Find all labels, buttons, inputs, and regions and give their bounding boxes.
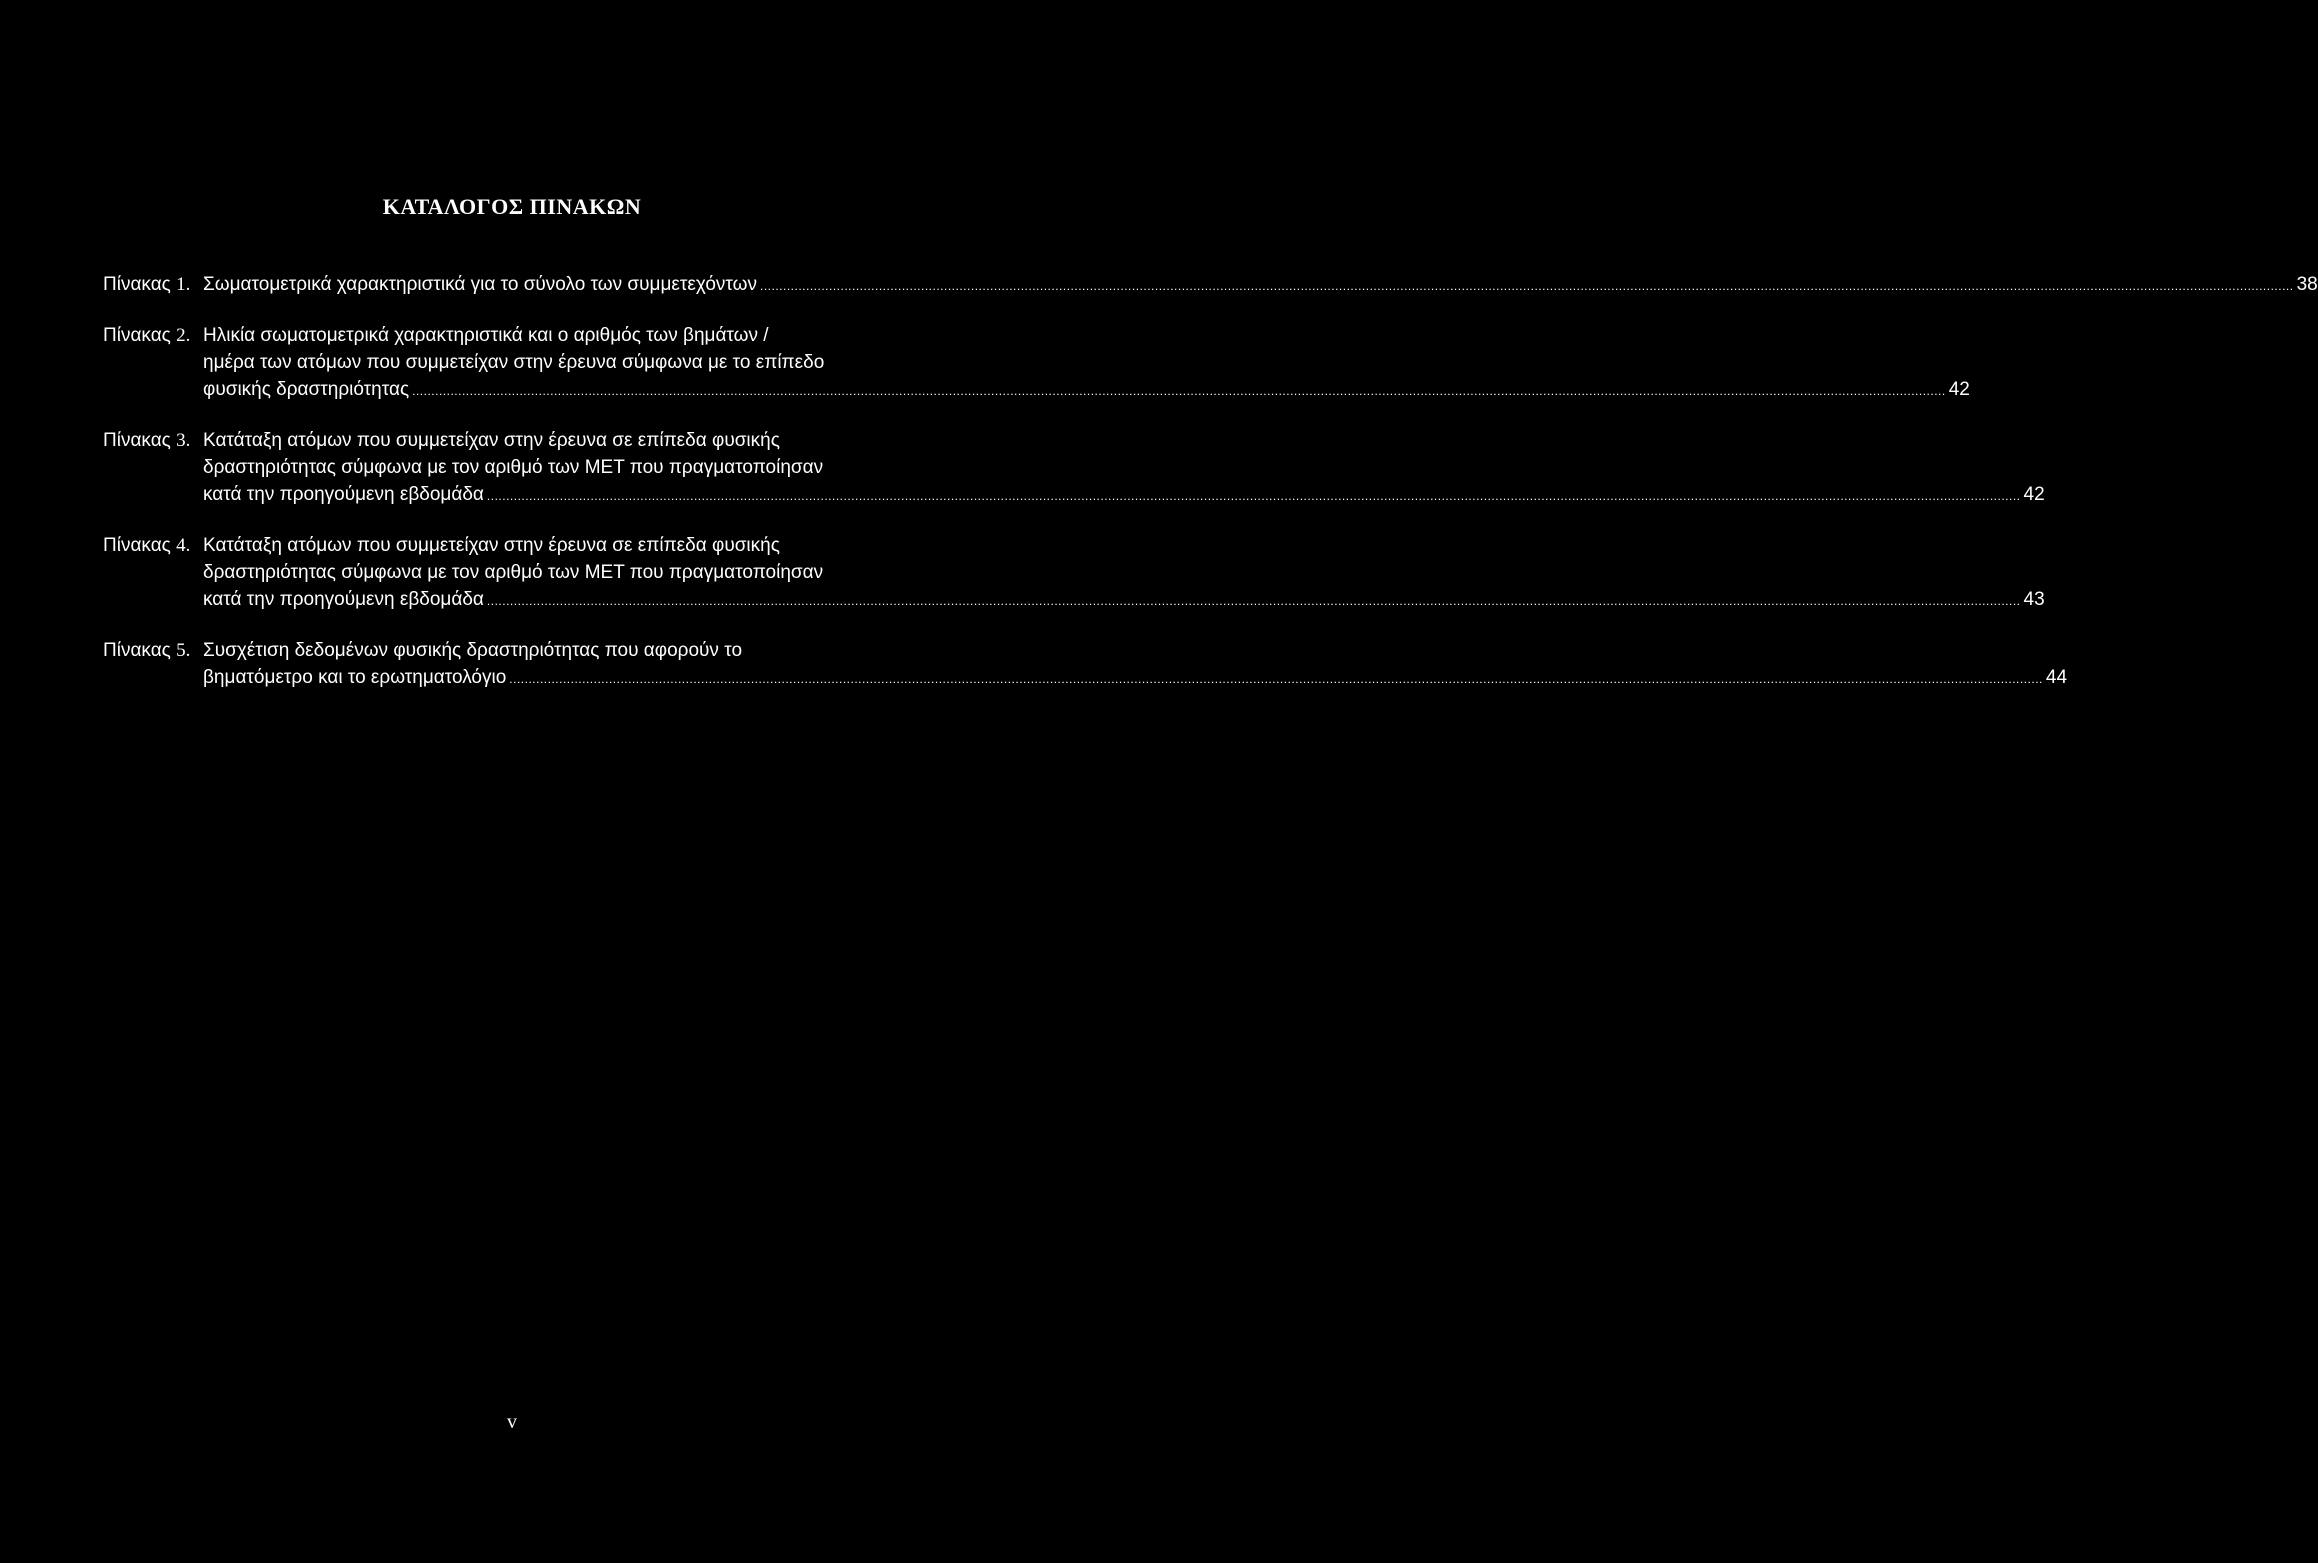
toc-entry-last-line: [203, 481, 2045, 510]
toc-entry-text: [203, 637, 2067, 693]
toc-entry-label-word: Πίνακας: [103, 640, 177, 661]
toc-entry-number: 1.: [176, 274, 191, 295]
toc-entry-label: [103, 271, 203, 298]
toc-entry-label: [103, 532, 203, 559]
toc-entry-line: δραστηριότητας σύμφωνα με τον αριθμό των MET που πραγματοποίησαν: [203, 562, 824, 583]
toc-entry-line: Κατάταξη ατόμων που συμμετείχαν στην έρευνα σε επίπεδα φυσικής: [203, 430, 780, 451]
toc-entry-line: Ηλικία σωματομετρικά χαρακτηριστικά και ο αριθμός των βημάτων /: [203, 325, 769, 346]
toc-entry-line: κατά την προηγούμενη εβδομάδα: [203, 589, 484, 610]
toc-entry-label: [103, 322, 203, 349]
page-number: v: [507, 1411, 517, 1433]
table-of-contents: [103, 271, 2318, 715]
toc-entry-number: 2.: [176, 325, 191, 346]
toc-entry: [103, 532, 2045, 615]
toc-entry-text: [203, 322, 1970, 405]
toc-entry-label-word: Πίνακας: [103, 535, 177, 556]
toc-entry-last-line: [203, 586, 2045, 615]
toc-entry: [103, 271, 2318, 300]
toc-entry-page-number: 42: [2023, 484, 2045, 505]
toc-entry-line: κατά την προηγούμενη εβδομάδα: [203, 484, 484, 505]
dot-leader: ................................................................................................................................................................................................................................................................................................................................................................................................................: [412, 384, 1946, 398]
toc-entry-line: δραστηριότητας σύμφωνα με τον αριθμό των MET που πραγματοποίησαν: [203, 457, 824, 478]
toc-entry-line: Κατάταξη ατόμων που συμμετείχαν στην έρευνα σε επίπεδα φυσικής: [203, 535, 780, 556]
toc-entry-label-word: Πίνακας: [103, 430, 177, 451]
dot-leader: ................................................................................................................................................................................................................................................................................................................................................................................................................: [486, 489, 2021, 503]
dot-leader: ................................................................................................................................................................................................................................................................................................................................................................................................................: [486, 594, 2021, 608]
toc-entry-line: φυσικής δραστηριότητας: [203, 379, 410, 400]
toc-entry-number: 4.: [176, 535, 191, 556]
toc-entry-last-line: [203, 271, 2318, 300]
toc-entry-last-line: [203, 376, 1970, 405]
dot-leader: ................................................................................................................................................................................................................................................................................................................................................................................................................: [509, 672, 2043, 686]
toc-entry-page-number: 42: [1948, 379, 1970, 400]
toc-entry-page-number: 43: [2023, 589, 2045, 610]
toc-entry-line: Συσχέτιση δεδομένων φυσικής δραστηριότητας που αφορούν το: [203, 640, 743, 661]
toc-entry-page-number: 38: [2296, 274, 2318, 295]
toc-entry-line: βηματόμετρο και το ερωτηματολόγιο: [203, 667, 507, 688]
toc-entry-label: [103, 427, 203, 454]
toc-entry: [103, 637, 2068, 693]
dot-leader: ................................................................................................................................................................................................................................................................................................................................................................................................................: [759, 279, 2294, 293]
toc-entry-last-line: [203, 664, 2067, 693]
toc-entry: [103, 427, 2045, 510]
toc-entry-number: 5.: [176, 640, 191, 661]
toc-entry-number: 3.: [176, 430, 191, 451]
toc-entry-page-number: 44: [2045, 667, 2068, 688]
toc-entry-label-word: Πίνακας: [103, 325, 177, 346]
toc-entry-label: [103, 637, 203, 664]
toc-entry-text: [203, 271, 2318, 300]
toc-entry-label-word: Πίνακας: [103, 274, 177, 295]
toc-entry-line: Σωματομετρικά χαρακτηριστικά για το σύνολο των συμμετεχόντων: [203, 274, 757, 295]
page-title: ΚΑΤΑΛΟΓΟΣ ΠΙΝΑΚΩΝ: [382, 194, 642, 219]
toc-entry: [103, 322, 1970, 405]
toc-entry-line: ημέρα των ατόμων που συμμετείχαν στην έρευνα σύμφωνα με το επίπεδο: [203, 352, 825, 373]
toc-entry-text: [203, 532, 2045, 615]
toc-entry-text: [203, 427, 2045, 510]
